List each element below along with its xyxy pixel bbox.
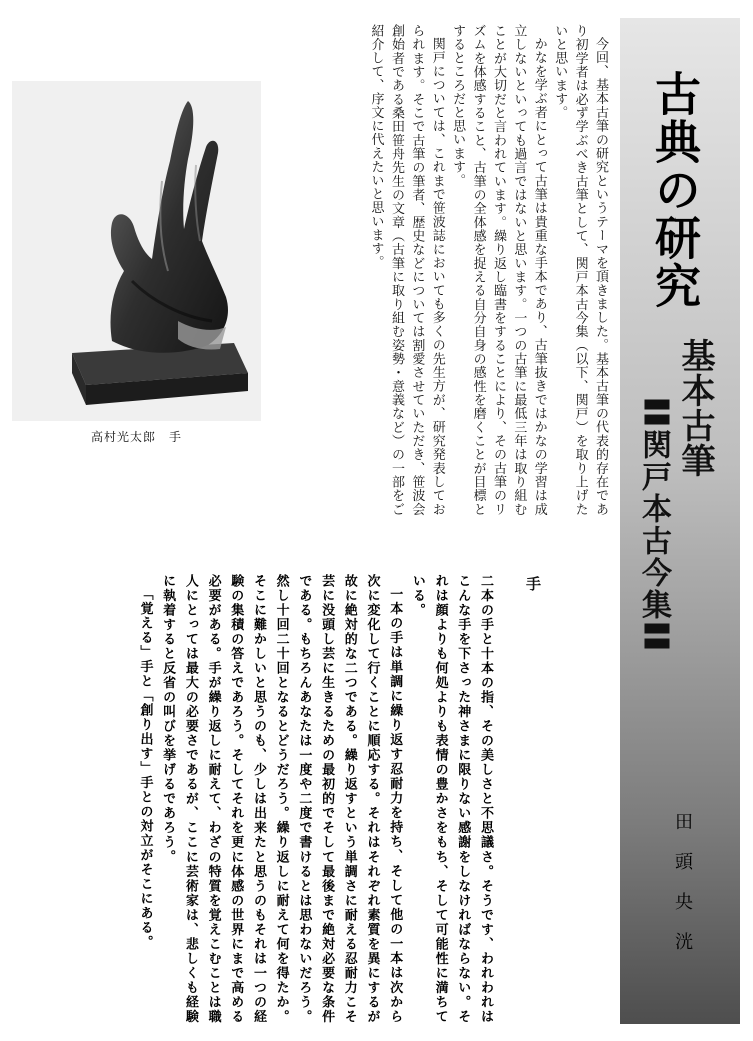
intro-text — [270, 24, 610, 516]
body-paragraph: 一本の手は単調に繰り返す忍耐力を持ち、そして他の一本は次から次に変化して行くことに順応する。それはそれぞれ素質を異にするが故に絶対的な二つである。繰り返すという単調さに耐える忍耐力こそ芸に没頭し芸に生きるための最初的でそして最後まで絶対必要な条件である。もちろんあなたは一度や二度で書けるとは思わないだろう。然し十回二十回となるとどうだろう。繰り返しに耐えて何を得たか。そこに難かしいと思うのも、少しは出来たと思うのもそれは一つの経験の集積の答えであろう。そしてそれを更に体感の世界にまで高める必要がある。手が繰り返しに耐えて、わざの特質を覚えこむことは職人にとっては最大の必要さであるが、ここに芸術家は、悲しくも経験に執着すると反省の叫びを挙げるであろう。 — [160, 574, 403, 1024]
article-subtitle-secondary: 〓関戸本古今集〓 — [636, 397, 671, 653]
intro-paragraph: かなを学ぶ者にとって古筆は貴重な手本であり、古筆抜きではかなの学習は成立しないといっても過言ではないと思います。一つの古筆に最低三年は取り組むことが大切だと言われています。繰り返し臨書をすることにより、その古筆のリズムを体感すること、古筆の全体感を捉える自分自身の感性を磨くことが目標とするところだと思います。 — [450, 24, 547, 516]
author-name: 田頭央洸 — [672, 812, 693, 972]
sculpture-photo — [12, 81, 261, 421]
intro-paragraph: 関戸については、これまで笹波誌においても多くの先生方が、研究発表しておられます。そこで古筆の筆者、歴史などについては割愛させていただき、笹波会創始者である桑田笹舟先生の文章（古筆に取り組む姿勢・意義など）の一部をご紹介して、序文に代えたいと思います。 — [368, 24, 445, 516]
sculpture-hand-icon — [12, 81, 261, 421]
body-paragraph: 「覚える」手と「創り出す」手との対立がそこにある。 — [137, 587, 153, 950]
body-paragraph: 二本の手と十本の指、その美しさと不思議さ。そうです、われわれはこんな手を下さった神さまに限りない感謝をしなければならない。それは顔よりも何処よりも表情の豊かさをもち、そして可能性に満ちている。 — [409, 574, 493, 1024]
section-heading: 手 — [524, 576, 542, 591]
section-body — [18, 574, 496, 1024]
photo-caption: 高村光太郎 手 — [90, 430, 182, 444]
article-subtitle: 基本古筆 — [675, 338, 715, 478]
intro-paragraph: 今回、基本古筆の研究というテーマを頂きました。基本古筆の代表的存在であり初学者は必ず学ぶべき古筆として、関戸本古今集（以下、関戸）を取り上げたいと思います。 — [552, 24, 608, 516]
article-title: 古典の研究 — [648, 70, 702, 310]
